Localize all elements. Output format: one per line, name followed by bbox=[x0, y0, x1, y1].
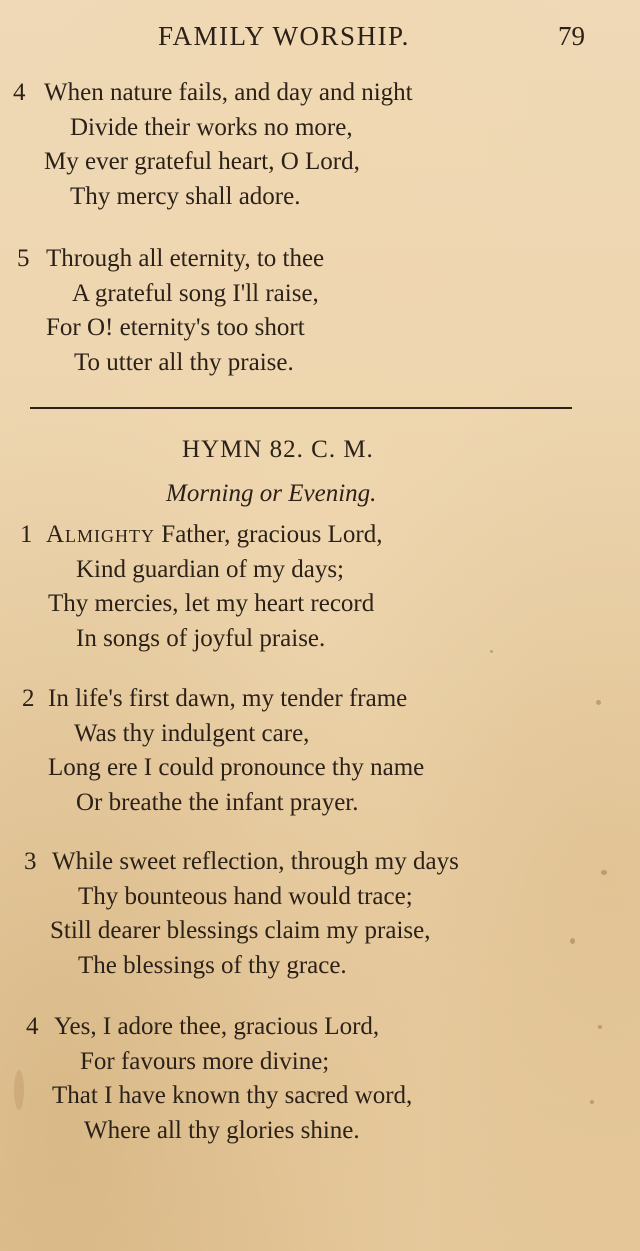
stanza-number: 3 bbox=[24, 848, 37, 875]
verse-text: Was thy indulgent care, bbox=[74, 719, 310, 747]
hymn-82-stanza-4 bbox=[0, 1010, 640, 1148]
paper-stain bbox=[14, 1070, 24, 1110]
page-number: 79 bbox=[558, 21, 585, 51]
verse-text: My ever grateful heart, O Lord, bbox=[44, 148, 360, 175]
hymn-82-stanza-1 bbox=[0, 518, 640, 656]
verse-text: Thy mercies, let my heart record bbox=[48, 590, 375, 617]
verse-text: When nature fails, and day and night bbox=[44, 79, 413, 106]
stanza-number: 5 bbox=[17, 245, 30, 272]
stanza-line bbox=[0, 587, 640, 622]
verse-text: Thy mercy shall adore. bbox=[70, 182, 301, 210]
stanza-line bbox=[0, 880, 640, 915]
stanza-line bbox=[0, 346, 640, 381]
verse-text: While sweet reflection, through my days bbox=[52, 848, 459, 875]
stanza-line bbox=[0, 1079, 640, 1114]
verse-text: The blessings of thy grace. bbox=[78, 951, 347, 979]
paper-speck bbox=[490, 650, 493, 653]
stanza-line bbox=[0, 1010, 640, 1045]
stanza-number: 4 bbox=[13, 79, 26, 106]
hymn-82-stanza-3 bbox=[0, 845, 640, 983]
verse-text: Divide their works no more, bbox=[70, 113, 353, 141]
stanza-line bbox=[0, 277, 640, 312]
verse-text: In songs of joyful praise. bbox=[76, 624, 326, 652]
verse-text: For O! eternity's too short bbox=[46, 314, 305, 341]
paper-speck bbox=[590, 1100, 594, 1104]
verse-text: Still dearer blessings claim my praise, bbox=[50, 917, 431, 944]
verse-text: Kind guardian of my days; bbox=[76, 555, 345, 583]
stanza-line bbox=[0, 914, 640, 949]
paper-speck bbox=[598, 1025, 602, 1029]
verse-text: In life's first dawn, my tender frame bbox=[48, 685, 408, 712]
stanza-line bbox=[0, 682, 640, 717]
stanza-number: 4 bbox=[26, 1013, 39, 1040]
hymn-heading bbox=[0, 432, 640, 468]
stanza-line bbox=[0, 553, 640, 588]
stanza-line bbox=[0, 311, 640, 346]
stanza-line bbox=[0, 1045, 640, 1080]
hymn-title: HYMN 82. C. M. bbox=[182, 436, 374, 463]
section-divider bbox=[30, 407, 572, 409]
stanza-line bbox=[0, 111, 640, 146]
stanza-4-previous-hymn bbox=[0, 76, 640, 214]
verse-text: Where all thy glories shine. bbox=[84, 1116, 360, 1144]
verse-text: Yes, I adore thee, gracious Lord, bbox=[54, 1013, 380, 1040]
first-word-small-caps: Almighty bbox=[46, 521, 156, 548]
stanza-line bbox=[0, 76, 640, 111]
paper-speck bbox=[570, 938, 575, 944]
paper-speck bbox=[601, 870, 607, 875]
running-title: FAMILY WORSHIP. bbox=[158, 21, 410, 51]
stanza-line bbox=[0, 242, 640, 277]
stanza-number: 2 bbox=[22, 685, 35, 712]
stanza-5-previous-hymn bbox=[0, 242, 640, 380]
stanza-line bbox=[0, 1114, 640, 1149]
stanza-line bbox=[0, 518, 640, 553]
verse-text: To utter all thy praise. bbox=[74, 348, 294, 376]
stanza-line bbox=[0, 845, 640, 880]
stanza-line bbox=[0, 949, 640, 984]
verse-text: Through all eternity, to thee bbox=[46, 245, 325, 272]
verse-text: For favours more divine; bbox=[80, 1047, 330, 1075]
verse-text: Long ere I could pronounce thy name bbox=[48, 754, 425, 781]
verse-text: That I have known thy sacred word, bbox=[52, 1082, 413, 1109]
stanza-line bbox=[0, 145, 640, 180]
stanza-line bbox=[0, 622, 640, 657]
hymn-82-stanza-2 bbox=[0, 682, 640, 820]
paper-speck bbox=[314, 1092, 319, 1097]
stanza-line bbox=[0, 786, 640, 821]
stanza-number: 1 bbox=[20, 521, 33, 548]
paper-speck bbox=[596, 700, 601, 705]
running-head bbox=[0, 18, 640, 58]
verse-text bbox=[46, 518, 382, 553]
verse-text-rest: Father, gracious Lord, bbox=[155, 521, 383, 548]
hymn-subtitle: Morning or Evening. bbox=[166, 480, 377, 507]
verse-text: Thy bounteous hand would trace; bbox=[78, 882, 413, 910]
verse-text: A grateful song I'll raise, bbox=[72, 279, 319, 307]
stanza-line bbox=[0, 717, 640, 752]
stanza-line bbox=[0, 751, 640, 786]
stanza-line bbox=[0, 180, 640, 215]
verse-text: Or breathe the infant prayer. bbox=[76, 788, 359, 816]
